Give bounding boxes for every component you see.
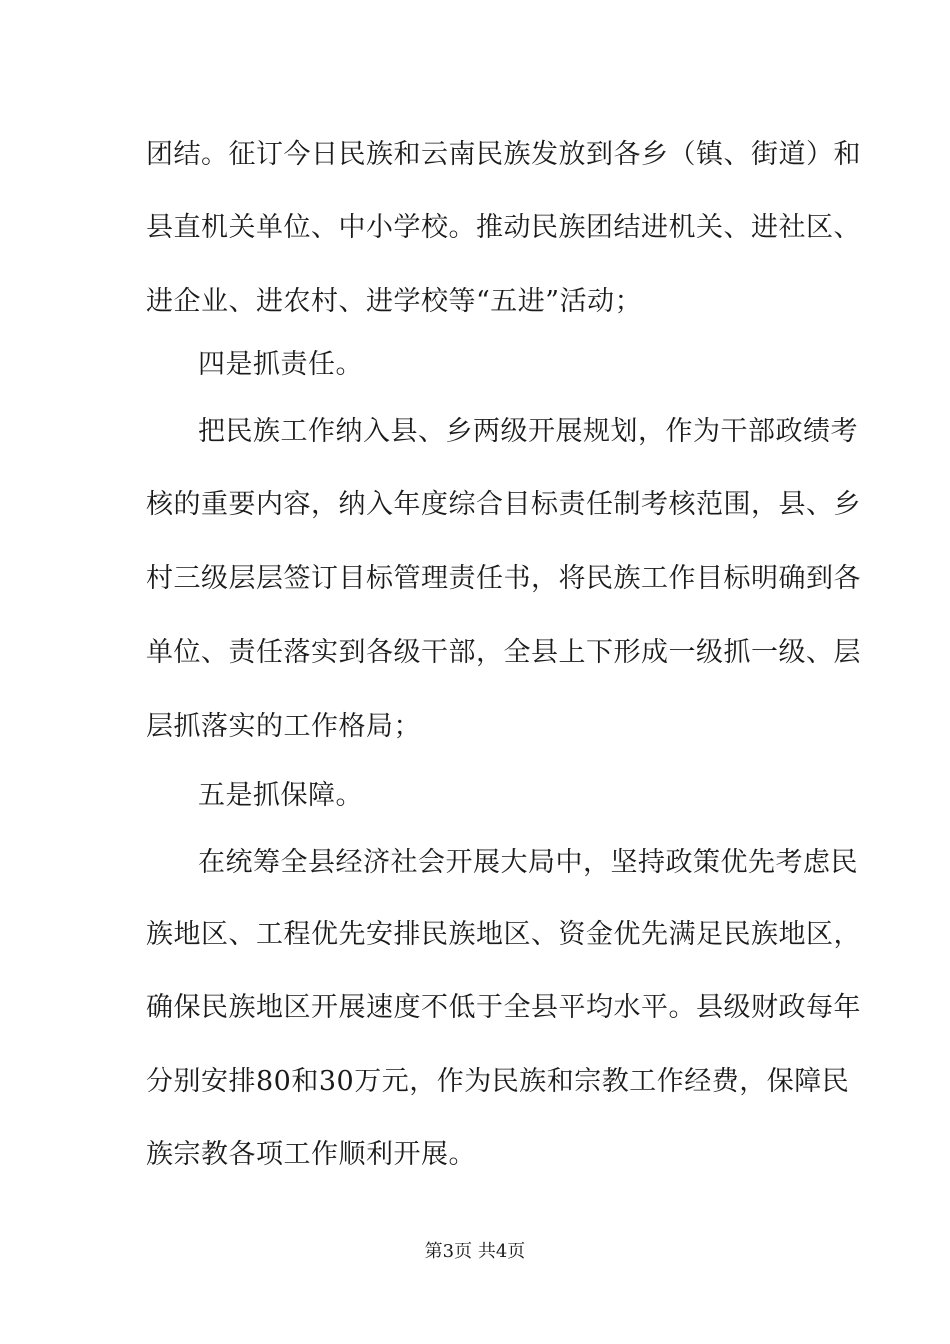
text-line-5: 把民族工作纳入县、乡两级开展规划，作为干部政绩考 [198,416,858,447]
text-line-12: 族地区、工程优先安排民族地区、资金优先满足民族地区， [146,919,861,950]
text-line-14: 分别安排80和30万元，作为民族和宗教工作经费，保障民 [146,1066,850,1097]
text-line-15: 族宗教各项工作顺利开展。 [146,1139,476,1170]
text-line-3: 进企业、进农村、进学校等“五进”活动； [146,286,643,317]
text-line-9: 层抓落实的工作格局； [146,711,421,742]
text-line-6: 核的重要内容，纳入年度综合目标责任制考核范围，县、乡 [146,489,861,520]
page-footer: 第3页 共4页 [424,1241,526,1262]
text-line-2: 县直机关单位、中小学校。推动民族团结进机关、进社区、 [146,212,861,243]
section-heading-4: 四是抓责任。 [198,349,363,380]
text-line-13: 确保民族地区开展速度不低于全县平均水平。县级财政每年 [146,992,861,1023]
text-line-1: 团结。征订今日民族和云南民族发放到各乡（镇、街道）和 [146,139,861,170]
text-line-11: 在统筹全县经济社会开展大局中，坚持政策优先考虑民 [198,847,858,878]
section-heading-5: 五是抓保障。 [198,780,363,811]
text-line-7: 村三级层层签订目标管理责任书，将民族工作目标明确到各 [146,563,861,594]
text-line-8: 单位、责任落实到各级干部，全县上下形成一级抓一级、层 [146,637,861,668]
